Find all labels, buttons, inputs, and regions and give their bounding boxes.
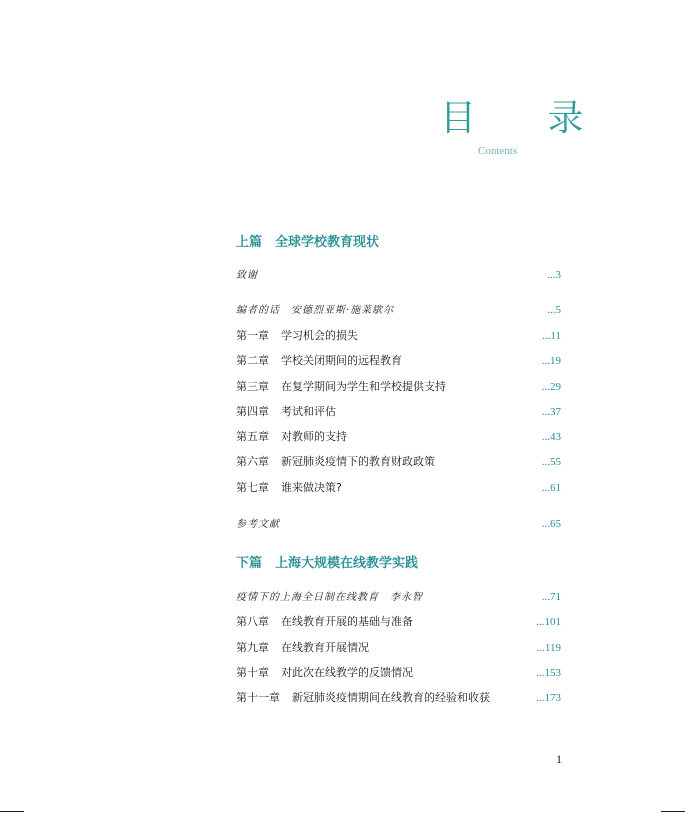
- entry-title: 对此次在线教学的反馈情况: [281, 666, 413, 679]
- toc-subtitle: Contents: [478, 145, 518, 157]
- section-number: 下篇: [236, 556, 263, 571]
- section-title: 全球学校教育现状: [275, 235, 380, 250]
- entry-page-number: ...55: [541, 456, 561, 468]
- entry-page-number: ...119: [536, 642, 561, 654]
- entry-title: 在线教育开展的基础与准备: [281, 615, 413, 628]
- chapter-number: 第六章: [236, 455, 269, 468]
- entry-title: 疫情下的上海全日制在线教育 李永智: [236, 592, 423, 603]
- page-number: 1: [556, 752, 562, 766]
- section-heading-part-2[interactable]: [236, 552, 418, 571]
- chapter-number: 第十一章: [236, 691, 280, 704]
- entry-page-number: ...101: [536, 616, 561, 628]
- entry-title: 对教师的支持: [281, 430, 347, 443]
- entry-page-number: ...19: [541, 355, 561, 367]
- entry-page-number: ...29: [541, 381, 561, 393]
- chapter-number: 第八章: [236, 615, 269, 628]
- entry-title: 新冠肺炎疫情期间在线教育的经验和收获: [292, 691, 490, 704]
- toc-entry-acknowledgements[interactable]: [236, 267, 561, 283]
- entry-title: 在复学期间为学生和学校提供支持: [281, 380, 446, 393]
- chapter-number: 第二章: [236, 354, 269, 367]
- toc-title: 目 录: [440, 98, 614, 139]
- chapter-number: 第三章: [236, 380, 269, 393]
- chapter-number: 第九章: [236, 641, 269, 654]
- entry-page-number: ...5: [547, 304, 561, 316]
- crop-mark-left: [0, 811, 24, 812]
- section-number: 上篇: [236, 235, 263, 250]
- entry-title: 学校关闭期间的远程教育: [281, 354, 402, 367]
- entry-title: 考试和评估: [281, 405, 336, 418]
- toc-entry-references[interactable]: [236, 516, 561, 532]
- chapter-number: 第七章: [236, 481, 269, 494]
- crop-mark-right: [661, 811, 685, 812]
- toc-entry-editors-note[interactable]: [236, 302, 561, 318]
- entry-page-number: ...43: [541, 431, 561, 443]
- entry-page-number: ...65: [541, 518, 561, 530]
- entry-page-number: ...11: [542, 330, 561, 342]
- entry-page-number: ...37: [541, 406, 561, 418]
- entry-title: 致谢: [236, 270, 258, 281]
- entry-title: 参考文献: [236, 519, 280, 530]
- chapter-number: 第四章: [236, 405, 269, 418]
- entry-title: 谁来做决策?: [281, 481, 342, 494]
- entry-title: 编者的话 安德烈亚斯·施莱歇尔: [236, 305, 395, 316]
- entry-page-number: ...71: [541, 591, 561, 603]
- toc-entry-chapter-7[interactable]: [236, 480, 561, 496]
- section-heading-part-1[interactable]: [236, 231, 379, 250]
- toc-entry-chapter-3[interactable]: [236, 379, 561, 395]
- section-title: 上海大规模在线教学实践: [275, 556, 419, 571]
- entry-title: 学习机会的损失: [281, 329, 358, 342]
- chapter-number: 第一章: [236, 329, 269, 342]
- toc-entry-chapter-4[interactable]: [236, 404, 561, 420]
- chapter-number: 第十章: [236, 666, 269, 679]
- entry-title: 在线教育开展情况: [281, 641, 369, 654]
- entry-page-number: ...3: [547, 269, 561, 281]
- entry-page-number: ...61: [541, 482, 561, 494]
- toc-entry-chapter-8[interactable]: [236, 614, 561, 630]
- toc-entry-chapter-9[interactable]: [236, 640, 561, 656]
- toc-entry-chapter-6[interactable]: [236, 454, 561, 470]
- toc-entry-chapter-11[interactable]: [236, 690, 561, 706]
- entry-title: 新冠肺炎疫情下的教育财政政策: [281, 455, 435, 468]
- entry-page-number: ...173: [536, 692, 561, 704]
- toc-entry-chapter-5[interactable]: [236, 429, 561, 445]
- toc-entry-chapter-10[interactable]: [236, 665, 561, 681]
- toc-entry-chapter-1[interactable]: [236, 328, 561, 344]
- entry-page-number: ...153: [536, 667, 561, 679]
- chapter-number: 第五章: [236, 430, 269, 443]
- toc-entry-shanghai-online-education[interactable]: [236, 589, 561, 605]
- toc-entry-chapter-2[interactable]: [236, 353, 561, 369]
